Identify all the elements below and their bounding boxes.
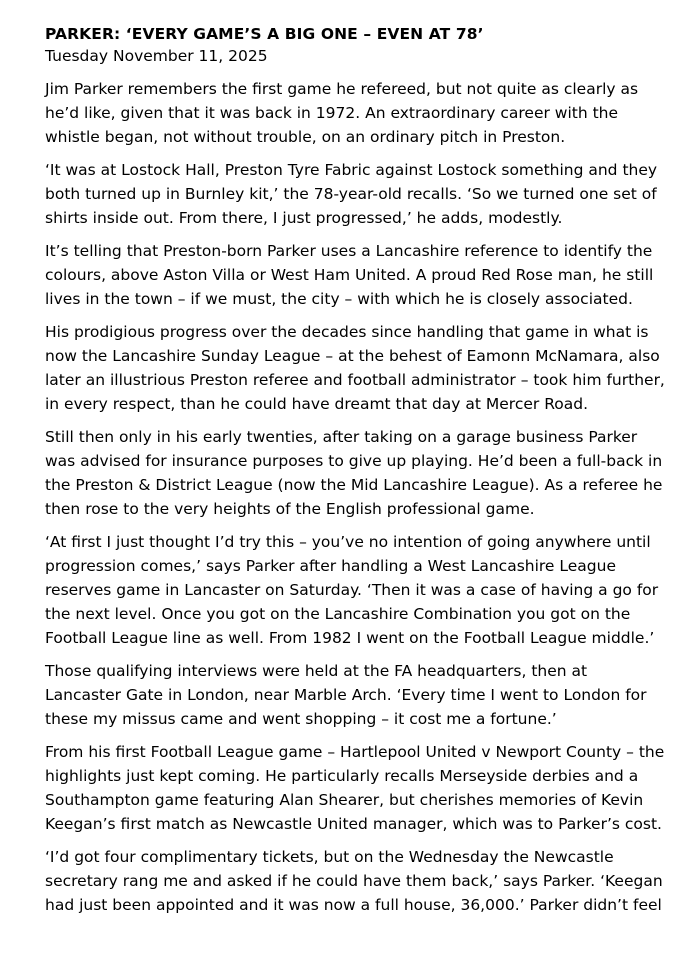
paragraph: Jim Parker remembers the first game he refereed, but not quite as clearly as he’d like, given that it was back in 1972. An extraordinary career with the whistle began, not without trouble, on an ordinary pitch in Preston. — [45, 80, 639, 146]
paragraph: Still then only in his early twenties, after taking on a garage business Parker was advised for insurance purposes to give up playing. He’d been a full-back in the Preston & District League (now the Mid Lancashire League). As a referee he then rose to the very heights of the English professional game. — [45, 428, 663, 518]
paragraph: It’s telling that Preston-born Parker uses a Lancashire reference to identify the colours, above Aston Villa or West Ham United. A proud Red Rose man, he still lives in the town – if we must, the city – with which he is closely associated. — [45, 242, 654, 308]
headline: PARKER: ‘EVERY GAME’S A BIG ONE – EVEN AT 78’ — [45, 25, 484, 43]
paragraph: ‘At first I just thought I’d try this – you’ve no intention of going anywhere until progression comes,’ says Parker after handling a West Lancashire League reserves game in Lancaster on Saturday. ‘Then it was a case of having a go for the next level. Once you got on the Lancashire Combination you got on the Football League line as well. From 1982 I went on the Football League middle.’ — [45, 533, 659, 647]
paragraph: Those qualifying interviews were held at the FA headquarters, then at Lancaster Gate in London, near Marble Arch. ‘Every time I went to London for these my missus came and went shopping – it cost me a fortune.’ — [45, 662, 647, 728]
paragraph: ‘It was at Lostock Hall, Preston Tyre Fabric against Lostock something and they both turned up in Burnley kit,’ the 78-year-old recalls. ‘So we turned one set of shirts inside out. From there, I just progressed,’ he adds, modestly. — [45, 161, 658, 227]
paragraph: ‘I’d got four complimentary tickets, but on the Wednesday the Newcastle secretary rang me and asked if he could have them back,’ says Parker. ‘Keegan had just been appointed and it was now a full house, 36,000.’ Parker didn’t feel — [45, 848, 663, 914]
article — [45, 23, 665, 926]
dateline: Tuesday November 11, 2025 — [45, 47, 268, 65]
paragraph: His prodigious progress over the decades since handling that game in what is now the Lancashire Sunday League – at the behest of Eamonn McNamara, also later an illustrious Preston referee and football administrator – took him further, in every respect, than he could have dreamt that day at Mercer Road. — [45, 323, 665, 413]
paragraph: From his first Football League game – Hartlepool United v Newport County – the highlights just kept coming. He particularly recalls Merseyside derbies and a Southampton game featuring Alan Shearer, but cherishes memories of Kevin Keegan’s first match as Newcastle United manager, which was to Parker’s cost. — [45, 743, 665, 833]
